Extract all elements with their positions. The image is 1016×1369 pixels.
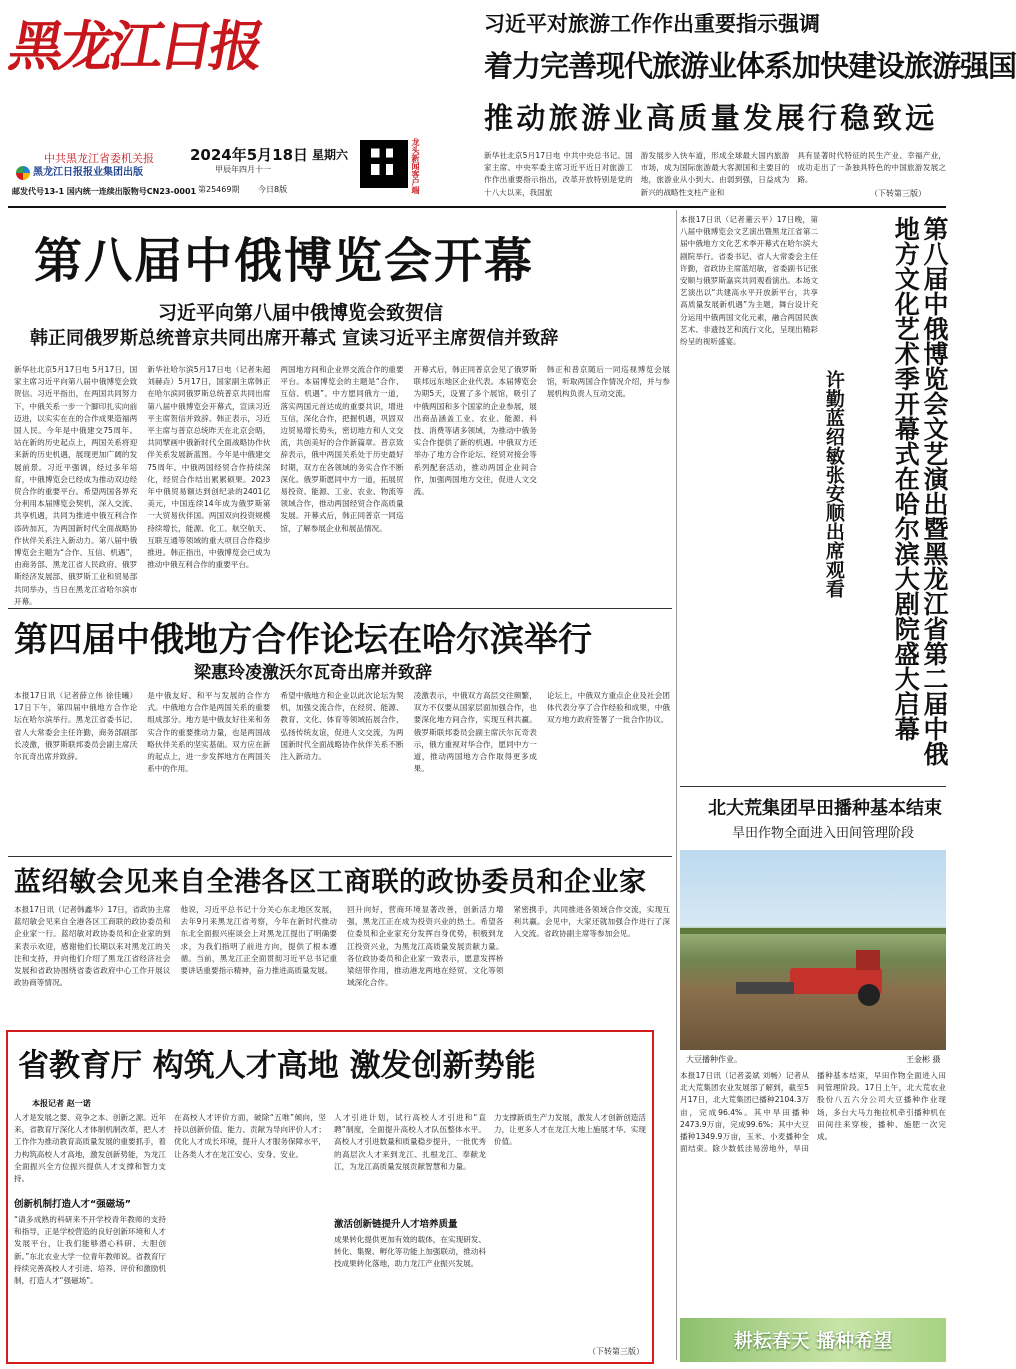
education-col-2: “请多成熟的科研来不开学校青年教师的支持和指导，正是学校营造的良好创新环境和人才发展平台，让我们能够潜心科研、大胆创新。”东北农业大学一位青年教师说。省教育厅持续完善高校人才引进、培养、评价和激励机制，打造人才“强磁场”。 [14,1215,167,1286]
page-count: 今日8版 [258,185,288,194]
farming-headline: 北大荒集团早田播种基本结束 [708,798,942,819]
expo-headline: 第八届中俄博览会开幕 [34,233,535,289]
education-byline: 本报记者 赵一诺 [32,1099,91,1108]
education-col-1-wrap [14,1112,166,1356]
top-story-headline-2: 推动旅游业高质量发展行稳致远 [484,101,938,135]
farming-banner-text: 耕耘春天 播种希望 [733,1330,893,1352]
education-col-6: 力支撑新质生产力发展，激发人才创新创造活力，让更多人才在龙江大地上施展才华、实现价值。 [494,1113,646,1147]
masthead [4,6,266,124]
lunar-date: 甲辰年四月十一 [215,165,271,174]
forum-headline: 第四届中俄地方合作论坛在哈尔滨举行 [14,620,592,660]
top-story-continued: （下转第三版） [870,189,926,198]
education-headline: 省教育厅 构筑人才高地 激发创新势能 [18,1048,536,1084]
forum-col-5: 论坛上，中俄双方重点企业及社会团体代表分享了合作经验和成果，中俄双方地方政府签署了一批合作协议。 [546,691,671,725]
culture-festival-subhead: 许勤蓝绍敏张安顺出席观看 [822,370,845,598]
section-divider [680,786,946,787]
hk-meeting-col-4: 紧密携手，共同推进各领域合作交流，实现互利共赢。会见中，大家还就加强合作进行了深入交流。省政协副主席等参加会见。 [513,905,670,939]
forum-col-4: 凌激表示，中俄双方高层交往频繁，双方不仅要从国家层面加强合作，也要深化地方间合作，实现互利共赢。俄罗斯联邦委员会副主席沃尔瓦奇表示，俄方重视对华合作，愿同中方一道，推动两国地方合作取得更多成果。 [413,691,537,774]
expo-col-4: 开幕式后，韩正同普京会见了俄罗斯联邦远东地区企业代表。本届博览会为期5天，设置了多个展馆，吸引了中俄两国和多个国家的企业参展，展出商品涵盖工业、农业、能源、科技、消费等诸多领域，为推动中俄务实合作提供了新的机遇。中俄双方还举办了地方合作论坛、经贸对接会等系列配套活动，推动两国企业间合作，加强两国地方交往，促进人文交流。 [413,365,537,497]
forum-body [14,690,670,850]
education-subhead-1: 创新机制打造人才“强磁场” [14,1199,131,1210]
expo-col-1: 新华社北京5月17日电 5月17日，国家主席习近平向第八届中俄博览会致贺信。习近平指出，在两国共同努力下，中俄关系一步一个脚印扎实向前迈进，以实实在在的合作成果造福两国人民。今年是中俄建交75周年。站在新的历史起点上，两国关系将迎来新的历史机遇，展现更加广阔的发展前景。习近平强调，经过多年培育，中俄博览会已经成为推动双边经贸合作的重要平台。希望两国各界充分利用本届博览会契机，深入交流、共享机遇，共同为推进中俄互利合作添砖加瓦，为两国新时代全面战略协作伙伴关系注入新动力。第八届中俄博览会主题为“合作、互信、机遇”，由商务部、黑龙江省人民政府、俄罗斯经济发展部、俄罗斯工业和贸易部共同举办，当日在黑龙江省哈尔滨市开幕。 [14,365,138,606]
photo-caption: 大豆播种作业。 [686,1055,742,1064]
hk-meeting-body [14,904,670,1024]
culture-festival-body: 本报17日讯（记者董云平）17日晚，第八届中俄博览会文艺演出暨黑龙江省第二届中俄地方文化艺术季开幕式在哈尔滨大剧院举行。省委书记、省人大常委会主任许勤，省政协主席蓝绍敏，省委副书记张安顺与俄罗斯嘉宾共同观看演出。本场文艺演出以“共建高水平开放新平台，共享高质量发展新机遇”为主题，舞台设计充分运用中俄两国文化元素，融合两国民族艺术、非遗技艺和流行文化，呈现出精彩纷呈的视听盛宴。 [680,215,818,347]
culture-festival-headline: 第八届中俄博览会文艺演出暨黑龙江省第二届中俄地方文化艺术季开幕式在哈尔滨大剧院盛大启幕 [891,216,949,766]
hk-meeting-headline: 蓝绍敏会见来自全港各区工商联的政协委员和企业家 [14,867,647,898]
education-subhead-2: 激活创新链提升人才培养质量 [334,1219,458,1230]
top-story-kicker: 习近平对旅游工作作出重要指示强调 [484,12,820,36]
section-divider [8,608,672,609]
publication-codes: 邮发代号13-1 国内统一连续出版物号CN23-0001 [12,187,197,196]
photo-credit: 王金彬 摄 [906,1055,941,1064]
forum-col-3: 希望中俄地方和企业以此次论坛为契机，加强交流合作，在经贸、能源、教育、文化、体育等领域拓展合作，弘扬传统友谊，促进人文交流，为两国新时代全面战略协作伙伴关系不断注入新动力。 [280,691,404,762]
top-story-col-3: 具有显著时代特征的民生产业、幸福产业，成功走出了一条独具特色的中国旅游发展之路。 [797,151,947,185]
masthead-divider [8,206,946,208]
farming-photo [680,850,946,1050]
education-col-5: 成果转化提供更加有效的载体，在实现研发、转化、集聚、孵化等功能上加强联动，推动科技成果转化落地，助力龙江产业振兴发展。 [334,1235,486,1269]
farming-banner [680,1318,946,1362]
issue-date: 2024年5月18日 [190,146,309,164]
qr-code-icon[interactable] [360,140,408,188]
education-col-4-wrap [334,1112,486,1356]
tractor-cab [856,950,880,970]
forum-col-2: 是中俄友好、和平与发展的合作方式。中俄地方合作是两国关系的重要组成部分。地方是中俄友好往来和务实合作的重要推动力量，也是两国战略伙伴关系的坚实基础。双方应在新的起点上，进一步发挥地方在两国关系中的作用。 [147,691,271,774]
app-label: 龙头新闻客户端 [411,138,420,194]
education-col-3: 在高校人才评价方面，破除“五唯”倾向，坚持以创新价值、能力、贡献为导向评价人才；优化人才成长环境，提升人才服务保障水平，让各类人才在龙江安心、安身、安业。 [174,1113,326,1159]
column-divider [676,210,677,1360]
party-organ-label: 中共黑龙江省委机关报 [44,152,154,165]
top-story-col-1: 新华社北京5月17日电 中共中央总书记、国家主席、中央军委主席习近平近日对旅游工作作出重要指示指出，改革开放特别是党的十八大以来，我国旅 [484,151,633,197]
farming-body: 本报17日讯（记者姜斌 刘畅）记者从北大荒集团农业发展部了解到，截至5月17日，北大荒集团已播种2104.3万亩，完成96.4%。其中旱田播种2473.9万亩，完成99.6%；其中大豆播种1349.9万亩，玉米、小麦播种全面结束。除少数低洼易涝地外，旱田播种基本结束，早田作物全面进入田间管理阶段。17日上午，北大荒农业股份八五六分公司大豆播种作业现场，多台大马力拖拉机牵引播种机在田间往来穿梭，播种、施肥一次完成。 [680,1071,946,1154]
issue-number: 第25469期 [198,185,240,194]
photo-treeline [680,928,946,934]
hk-meeting-col-2: 他说，习近平总书记十分关心东北地区发展，去年9月来黑龙江省考察，今年在新时代推动东北全面振兴座谈会上对黑龙江提出了明确要求，为我们指明了前进方向，提供了根本遵循。当前，黑龙江正全面贯彻习近平总书记重要讲话重要指示精神，奋力推进高质量发展。 [180,905,337,976]
publisher-label: 黑龙江日报报业集团出版 [33,167,143,178]
hk-meeting-col-1: 本报17日讯（记者韩鑫华）17日，省政协主席蓝绍敏会见来自全港各区工商联的政协委员和企业家一行。蓝绍敏对政协委员和企业家的到来表示欢迎，感谢他们长期以来对黑龙江的关注和支持，并向他们介绍了黑龙江省经济社会发展和省政协围绕省委省政府中心工作开展议政协商等情况。 [14,905,171,988]
top-story-headline-1: 着力完善现代旅游业体系加快建设旅游强国 [484,49,1016,83]
education-col-4: 人才引进计划，试行高校人才引进和“直聘”制度，全面提升高校人才队伍整体水平。高校人才引进数量和质量稳步提升，一批优秀的高层次人才来到龙江、扎根龙江、奉献龙江，为龙江高质量发展贡献智慧和力量。 [334,1113,486,1171]
planter [736,982,794,994]
issue-weekday: 星期六 [312,148,349,162]
expo-subhead-2: 韩正同俄罗斯总统普京共同出席开幕式 宣读习近平主席贺信并致辞 [30,328,559,349]
tractor-wheel [858,984,880,1006]
forum-col-1: 本报17日讯（记者薛立伟 徐佳曦）17日下午，第四届中俄地方合作论坛在哈尔滨举行。黑龙江省委书记、省人大常委会主任许勤，商务部副部长凌激，俄罗斯联邦委员会副主席沃尔瓦奇出席并致辞。 [14,691,138,762]
top-story-col-2: 游发展步入快车道，形成全球最大国内旅游市场，成为国际旅游最大客源国和主要目的地，旅游业从小到大、由弱到强，日益成为新兴的战略性支柱产业和 [640,151,790,197]
education-body [14,1112,646,1356]
education-col-1: 人才是发展之要、竞争之本、创新之源。近年来，省教育厅深化人才体制机制改革，把人才工作作为推动教育高质量发展的重要抓手，着力构筑高校人才高地，激发创新势能，为龙江全面振兴全方位振兴提供人才支撑和智力支持。 [14,1113,166,1184]
newspaper-title: 黑龙江日报 [4,14,266,78]
expo-col-5: 韩正和普京随后一同巡视博览会展馆，听取两国合作情况介绍，并与参展机构负责人互动交流。 [546,365,671,399]
hk-meeting-col-3: 回升向好，营商环境显著改善，创新活力增强，黑龙江正在成为投资兴业的热土。希望各位委员和企业家充分发挥自身优势，积极到龙江投资兴业，为黑龙江高质量发展贡献力量。各位政协委员和企业家一致表示，愿意发挥桥梁纽带作用，推动港龙两地在经贸、文化等领域深化合作。 [347,905,504,988]
expo-body [14,364,671,606]
expo-col-3: 两国地方间和企业界交流合作的重要平台。本届博览会的主题是“合作、互信、机遇”。中方愿同俄方一道，落实两国元首达成的重要共识，增进互信，深化合作，把握机遇，巩固双边贸易增长势头，密切地方和人文交流，共创美好的合作新篇章。普京致辞表示，俄中两国关系处于历史最好时期，双方在各领域的务实合作不断深化。俄罗斯愿同中方一道，拓展贸易投资、能源、工业、农业、物流等领域合作，推动两国经贸合作高质量发展。开幕式后，韩正同普京一同巡馆，了解参展企业和展品情况。 [280,365,404,533]
group-logo-icon [16,166,30,180]
farming-subhead: 旱田作物全面进入田间管理阶段 [732,826,915,841]
section-divider [8,856,672,857]
education-continued: （下转第三版） [588,1347,644,1356]
expo-subhead-1: 习近平向第八届中俄博览会致贺信 [158,302,444,324]
expo-col-2: 新华社哈尔滨5月17日电（记者朱超 刘赫垚）5月17日，国家副主席韩正在哈尔滨同俄罗斯总统普京共同出席第八届中俄博览会开幕式，宣读习近平主席贺信并致辞。韩正表示，习近平主席与普京总统昨天在北京会晤，共同擘画中俄新时代全面战略协作伙伴关系发展新蓝图。今年是中俄建交75周年。中俄两国经贸合作持续深化，经贸合作结出累累硕果。2023年中俄贸易额达到创纪录的2401亿美元，中国连续14年成为俄罗斯第一大贸易伙伴国。两国双向投资规模持续增长，能源、化工、航空航天、互联互通等领域的重大项目合作稳步推进。韩正指出，中俄博览会已成为推动中俄互利合作的重要平台。 [147,365,271,570]
forum-subhead: 梁惠玲凌激沃尔瓦奇出席并致辞 [194,663,432,683]
